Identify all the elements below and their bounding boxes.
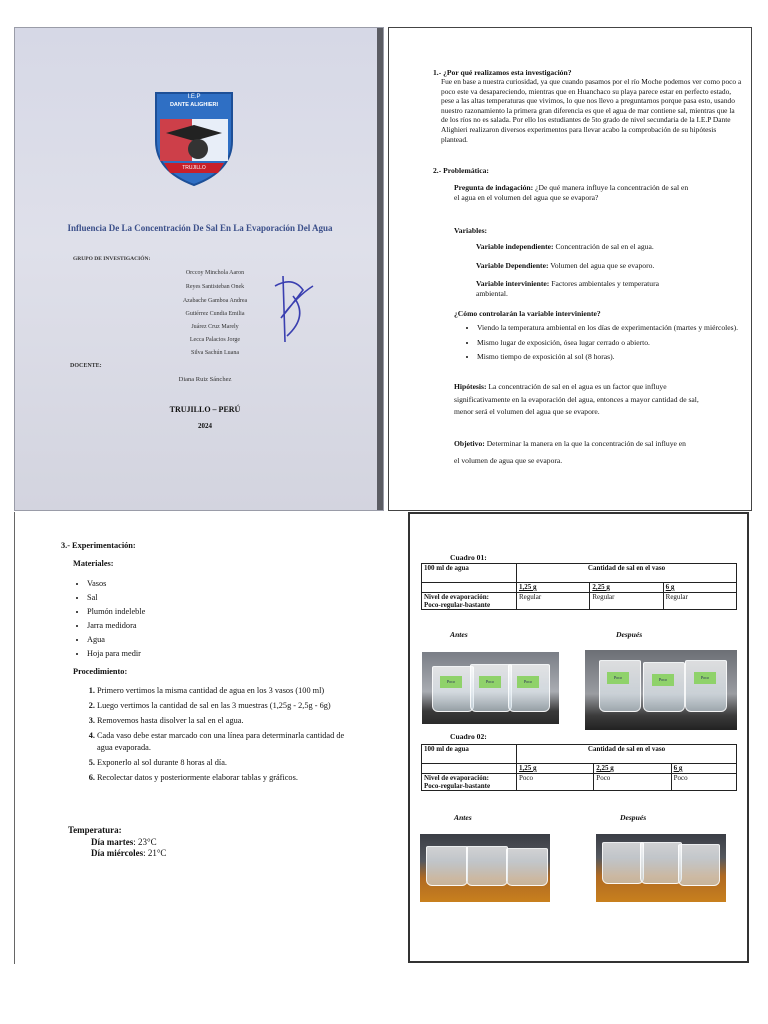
- teacher-label: DOCENTE:: [70, 363, 102, 369]
- materials-label: Materiales:: [73, 559, 114, 568]
- table-cell: [422, 774, 517, 791]
- dependent-variable: [476, 261, 726, 271]
- cup: [685, 660, 727, 712]
- control-question: ¿Cómo controlarán la variable interviniente?: [454, 309, 601, 318]
- list-item: 3. Removemos hasta disolver la sal en el agua.: [97, 715, 349, 727]
- problem-page: [388, 27, 752, 511]
- after-label-2: Después: [620, 813, 647, 822]
- cup: [602, 842, 644, 884]
- temperature-label: Temperatura:: [68, 825, 122, 835]
- member-name: Juárez Cruz Marely: [191, 324, 239, 330]
- table-header: Cantidad de sal en el vaso: [517, 564, 737, 583]
- objective-text: Determinar la manera en la que la concentración de sal influye en el volumen de agua que se evapora.: [454, 439, 686, 465]
- results-table-2: [421, 744, 737, 791]
- member-name: Orccoy Minchola Aaron: [185, 270, 245, 276]
- research-title: Influencia De La Concentración De Sal En La Evaporación Del Agua: [67, 223, 333, 233]
- member-name: Silva Sachún Luana: [191, 350, 239, 356]
- cup-label: Poco: [652, 674, 674, 686]
- list-item: 5. Exponerlo al sol durante 8 horas al día.: [97, 757, 349, 769]
- table-cell: Poco: [517, 774, 594, 791]
- photo-before-1: [422, 652, 559, 724]
- photo-before-2: [420, 834, 550, 902]
- objective: [454, 435, 689, 469]
- cover-page: [14, 27, 384, 511]
- list-item: 1. Primero vertimos la misma cantidad de agua en los 3 vasos (100 ml): [97, 685, 349, 697]
- list-item: 6. Recolectar datos y posteriormente elaborar tablas y gráficos.: [97, 772, 349, 784]
- cup-label: Poco: [440, 676, 462, 688]
- cup: [470, 664, 512, 712]
- table-cell: [422, 593, 517, 610]
- list-item: 2. Luego vertimos la cantidad de sal en las 3 muestras (1,25g - 2,5g - 6g): [97, 700, 349, 712]
- objective-label: Objetivo:: [454, 439, 485, 448]
- table-cell: 6 g: [671, 764, 736, 774]
- tuesday-value: : 23°C: [133, 837, 157, 847]
- materials-list: [73, 577, 273, 661]
- table-cell: Poco: [671, 774, 736, 791]
- results-table-1: [421, 563, 737, 610]
- list-item: • Viendo la temperatura ambiental en los días de experimentación (martes y miércoles).: [477, 323, 745, 333]
- cup: [506, 848, 548, 886]
- photo-after-2: [596, 834, 726, 902]
- school-name-line2: DANTE ALIGHIERI: [169, 102, 219, 108]
- cup: [508, 664, 550, 712]
- independent-variable: [476, 242, 726, 252]
- list-item: • Jarra medidora: [87, 619, 273, 633]
- intervening-variable: [476, 279, 676, 298]
- before-label-1: Antes: [450, 630, 468, 639]
- city-country: TRUJILLO – PERÚ: [169, 405, 241, 414]
- member-name: Reyes Santisteban Onek: [185, 284, 245, 290]
- cup: [432, 666, 474, 712]
- group-label: GRUPO DE INVESTIGACIÓN:: [73, 256, 151, 262]
- table-cell: 2,25 g: [594, 764, 671, 774]
- procedure-list: [81, 685, 349, 787]
- year: 2024: [198, 422, 212, 430]
- section-1-heading: 1.- ¿Por qué realizamos esta investigación?: [433, 68, 572, 77]
- row-label-line2: Poco-regular-bastante: [424, 601, 491, 609]
- school-name-line1: I.E.P: [187, 94, 201, 100]
- cup: [678, 844, 720, 886]
- list-item: • Vasos: [87, 577, 273, 591]
- after-label-1: Después: [616, 630, 643, 639]
- member-name: Azabache Gamboa Andrea: [182, 298, 248, 304]
- table-cell: Regular: [663, 593, 736, 610]
- inquiry-text: ¿De qué manera influye la concentración de sal en el agua en el volumen del agua que se evapora?: [454, 183, 689, 202]
- section-3-heading: 3.- Experimentación:: [61, 541, 136, 550]
- inquiry-question: [454, 183, 694, 202]
- table-cell: Poco: [594, 774, 671, 791]
- wednesday-value: : 21°C: [143, 848, 167, 858]
- vint-text: Factores ambientales y temperatura ambiental.: [476, 279, 659, 298]
- cup-label: Poco: [479, 676, 501, 688]
- vi-text: Concentración de sal en el agua.: [555, 242, 654, 251]
- table-header: Cantidad de sal en el vaso: [517, 745, 737, 764]
- row-label-line1: Nivel de evaporación:: [424, 593, 489, 601]
- list-item: • Hoja para medir: [87, 647, 273, 661]
- section-1-body: Fue en base a nuestra curiosidad, ya que cuando pasamos por el río Moche podemos ver como poco a poco este va desapareciendo, mientras que en Huanchaco su playa parece estar en perfecto estado, pese a las altas temperaturas que vivimos, lo que nos llevo a preguntarnos porque pasa esto, usando nuestro razonamiento la primera gran diferencia es que el agua de mar contiene sal, mientras que la de los ríos no es salada. Por ello los estudiantes de 5to grado de nivel secundaria de la I.E.P Dante Alighieri realizaron diversos experimentos para llevar acabo la comprobación de su hipótesis plantead.: [441, 77, 742, 144]
- teacher-name: Diana Ruiz Sánchez: [178, 376, 232, 383]
- temperature-wednesday: [91, 847, 166, 859]
- signature: [263, 256, 325, 346]
- vd-label: Variable Dependiente:: [476, 261, 549, 270]
- hypothesis: [454, 381, 699, 419]
- school-city-banner: TRUJILLO: [182, 165, 206, 171]
- cup-label: Poco: [517, 676, 539, 688]
- table-cell: 6 g: [663, 583, 736, 593]
- list-item: • Agua: [87, 633, 273, 647]
- cup: [643, 662, 685, 712]
- cup: [426, 846, 468, 886]
- control-list: [465, 323, 745, 367]
- inquiry-label: Pregunta de indagación:: [454, 183, 534, 192]
- variables-label: Variables:: [454, 226, 488, 235]
- cup: [640, 842, 682, 884]
- section-2-heading: 2.- Problemática:: [433, 166, 489, 175]
- table-cell: [422, 583, 517, 593]
- list-item: 4. Cada vaso debe estar marcado con una línea para determinarla cantidad de agua evaporada.: [97, 730, 349, 754]
- cup-label: Poco: [694, 672, 716, 684]
- photo-after-1: [585, 650, 737, 730]
- table-cell: [422, 764, 517, 774]
- table-cell: Regular: [590, 593, 663, 610]
- table-cell: 1,25 g: [517, 764, 594, 774]
- member-name: Lecca Palacios Jorge: [189, 337, 241, 343]
- table-cell: 100 ml de agua: [422, 745, 517, 764]
- row-label-line2: Poco-regular-bastante: [424, 782, 491, 790]
- results-page: [408, 512, 749, 963]
- table-2-title: Cuadro 02:: [450, 732, 487, 741]
- table-cell: 100 ml de agua: [422, 564, 517, 583]
- cup: [466, 846, 508, 886]
- list-item: • Mismo lugar de exposición, ósea lugar cerrado o abierto.: [477, 338, 745, 348]
- row-label-line1: Nivel de evaporación:: [424, 774, 489, 782]
- cup: [599, 660, 641, 712]
- tuesday-label: Día martes: [91, 837, 134, 847]
- table-cell: Regular: [517, 593, 590, 610]
- before-label-2: Antes: [454, 813, 472, 822]
- vint-label: Variable interviniente:: [476, 279, 550, 288]
- list-item: • Sal: [87, 591, 273, 605]
- table-cell: 2,25 g: [590, 583, 663, 593]
- page-edge-shadow: [377, 28, 383, 510]
- table-cell: 1,25 g: [517, 583, 590, 593]
- vi-label: Variable independiente:: [476, 242, 554, 251]
- vd-text: Volumen del agua que se evaporo.: [550, 261, 655, 270]
- list-item: • Plumón indeleble: [87, 605, 273, 619]
- wednesday-label: Día miércoles: [91, 848, 144, 858]
- procedure-label: Procedimiento:: [73, 667, 128, 676]
- hypothesis-label: Hipótesis:: [454, 382, 487, 391]
- table-1-title: Cuadro 01:: [450, 553, 487, 562]
- hypothesis-text: La concentración de sal en el agua es un factor que influye significativamente en la evaporación del agua, entonces a mayor cantidad de sal, menor será el volumen del agua que se evapore.: [454, 382, 699, 416]
- list-item: • Mismo tiempo de exposición al sol (8 horas).: [477, 352, 745, 362]
- member-name: Gutiérrez Cundia Emilia: [185, 311, 245, 317]
- experiment-page: [14, 512, 406, 964]
- cup-label: Poco: [607, 672, 629, 684]
